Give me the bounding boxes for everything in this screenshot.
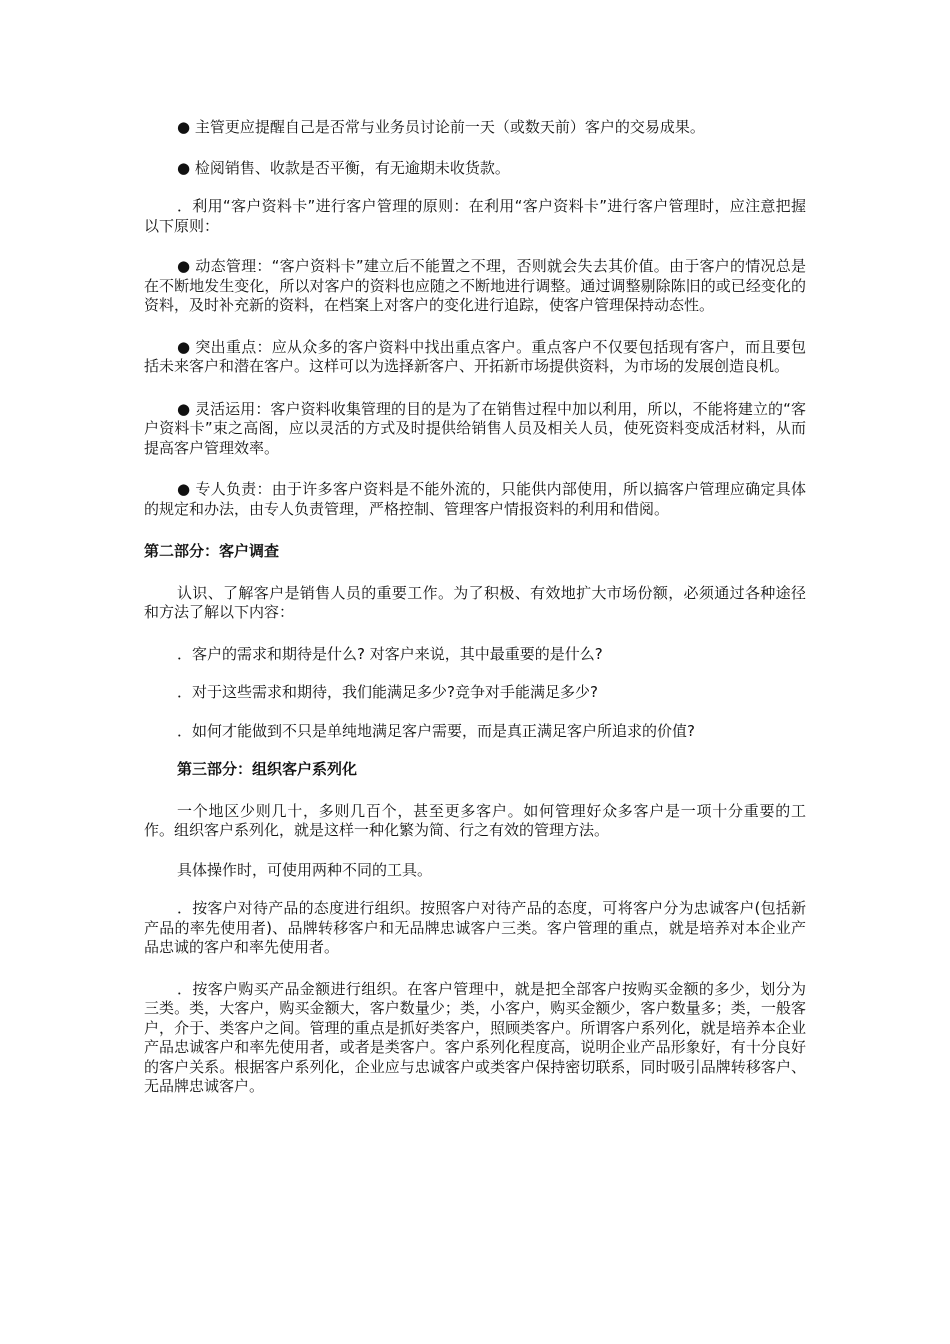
bullet-paragraph-highlight-key: ● 突出重点：应从众多的客户资料中找出重点客户。重点客户不仅要包括现有客户，而且要包括未来客户和潜在客户。这样可以为选择新客户、开拓新市场提供资料，为市场的发展创造良机。 bbox=[144, 337, 806, 375]
list-item-by-amount: ．按客户购买产品金额进行组织。在客户管理中，就是把全部客户按购买金额的多少，划分为三类。类，大客户，购买金额大，客户数量少；类，小客户，购买金额少，客户数量多；类，一般客户，介于、类客户之间。管理的重点是抓好类客户，照顾类客户。所谓客户系列化，就是培养本企业产品忠诚客户和率先使用者，或者是类客户。客户系列化程度高，说明企业产品形象好，有十分良好的客户关系。根据客户系列化，企业应与忠诚客户或类客户保持密切联系，同时吸引品牌转移客户、无品牌忠诚客户。 bbox=[144, 979, 806, 1095]
paragraph-many-customers: 一个地区少则几十，多则几百个，甚至更多客户。如何管理好众多客户是一项十分重要的工作。组织客户系列化，就是这样一种化繁为简、行之有效的管理方法。 bbox=[144, 801, 806, 839]
section-heading-customer-series: 第三部分：组织客户系列化 bbox=[177, 760, 358, 778]
bullet-paragraph-flexible-use: ● 灵活运用：客户资料收集管理的目的是为了在销售过程中加以利用，所以，不能将建立的“客户资料卡”束之高阁，应以灵活的方式及时提供给销售人员及相关人员，使死资料变成活材料，从而提高客户管理效率。 bbox=[144, 399, 806, 457]
document-page bbox=[144, 118, 806, 1097]
section-heading-customer-survey: 第二部分：客户调查 bbox=[144, 542, 280, 560]
bullet-paragraph-dynamic-management: ● 动态管理：“客户资料卡”建立后不能置之不理，否则就会失去其价值。由于客户的情况总是在不断地发生变化，所以对客户的资料也应随之不断地进行调整。通过调整剔除陈旧的或已经变化的资料，及时补充新的资料，在档案上对客户的变化进行追踪，使客户管理保持动态性。 bbox=[144, 257, 806, 314]
list-item-customer-value: ．如何才能做到不只是单纯地满足客户需要，而是真正满足客户所追求的价值? bbox=[177, 721, 695, 740]
list-item-customer-needs: ．客户的需求和期待是什么? 对客户来说，其中最重要的是什么? bbox=[177, 644, 603, 663]
list-item-by-attitude: ．按客户对待产品的态度进行组织。按照客户对待产品的态度，可将客户分为忠诚客户(包括新产品的率先使用者)、品牌转移客户和无品牌忠诚客户三类。客户管理的重点，就是培养对本企业产品忠诚的客户和率先使用者。 bbox=[144, 899, 806, 956]
paragraph-understand-customers: 认识、了解客户是销售人员的重要工作。为了积极、有效地扩大市场份额，必须通过各种途径和方法了解以下内容： bbox=[144, 583, 806, 621]
paragraph-two-tools: 具体操作时，可使用两种不同的工具。 bbox=[177, 860, 433, 879]
list-item-satisfy-needs: ．对于这些需求和期待，我们能满足多少?竞争对手能满足多少? bbox=[177, 683, 598, 701]
paragraph-card-principles: ．利用“客户资料卡”进行客户管理的原则：在利用“客户资料卡”进行客户管理时，应注意把握以下原则： bbox=[144, 197, 806, 235]
bullet-paragraph-check-balance: ● 检阅销售、收款是否平衡，有无逾期未收货款。 bbox=[177, 158, 510, 177]
bullet-paragraph-review-results: ● 主管更应提醒自己是否常与业务员讨论前一天（或数天前）客户的交易成果。 bbox=[177, 118, 705, 136]
bullet-paragraph-dedicated-person: ● 专人负责：由于许多客户资料是不能外流的，只能供内部使用，所以搞客户管理应确定具体的规定和办法，由专人负责管理，严格控制、管理客户情报资料的利用和借阅。 bbox=[144, 480, 806, 518]
